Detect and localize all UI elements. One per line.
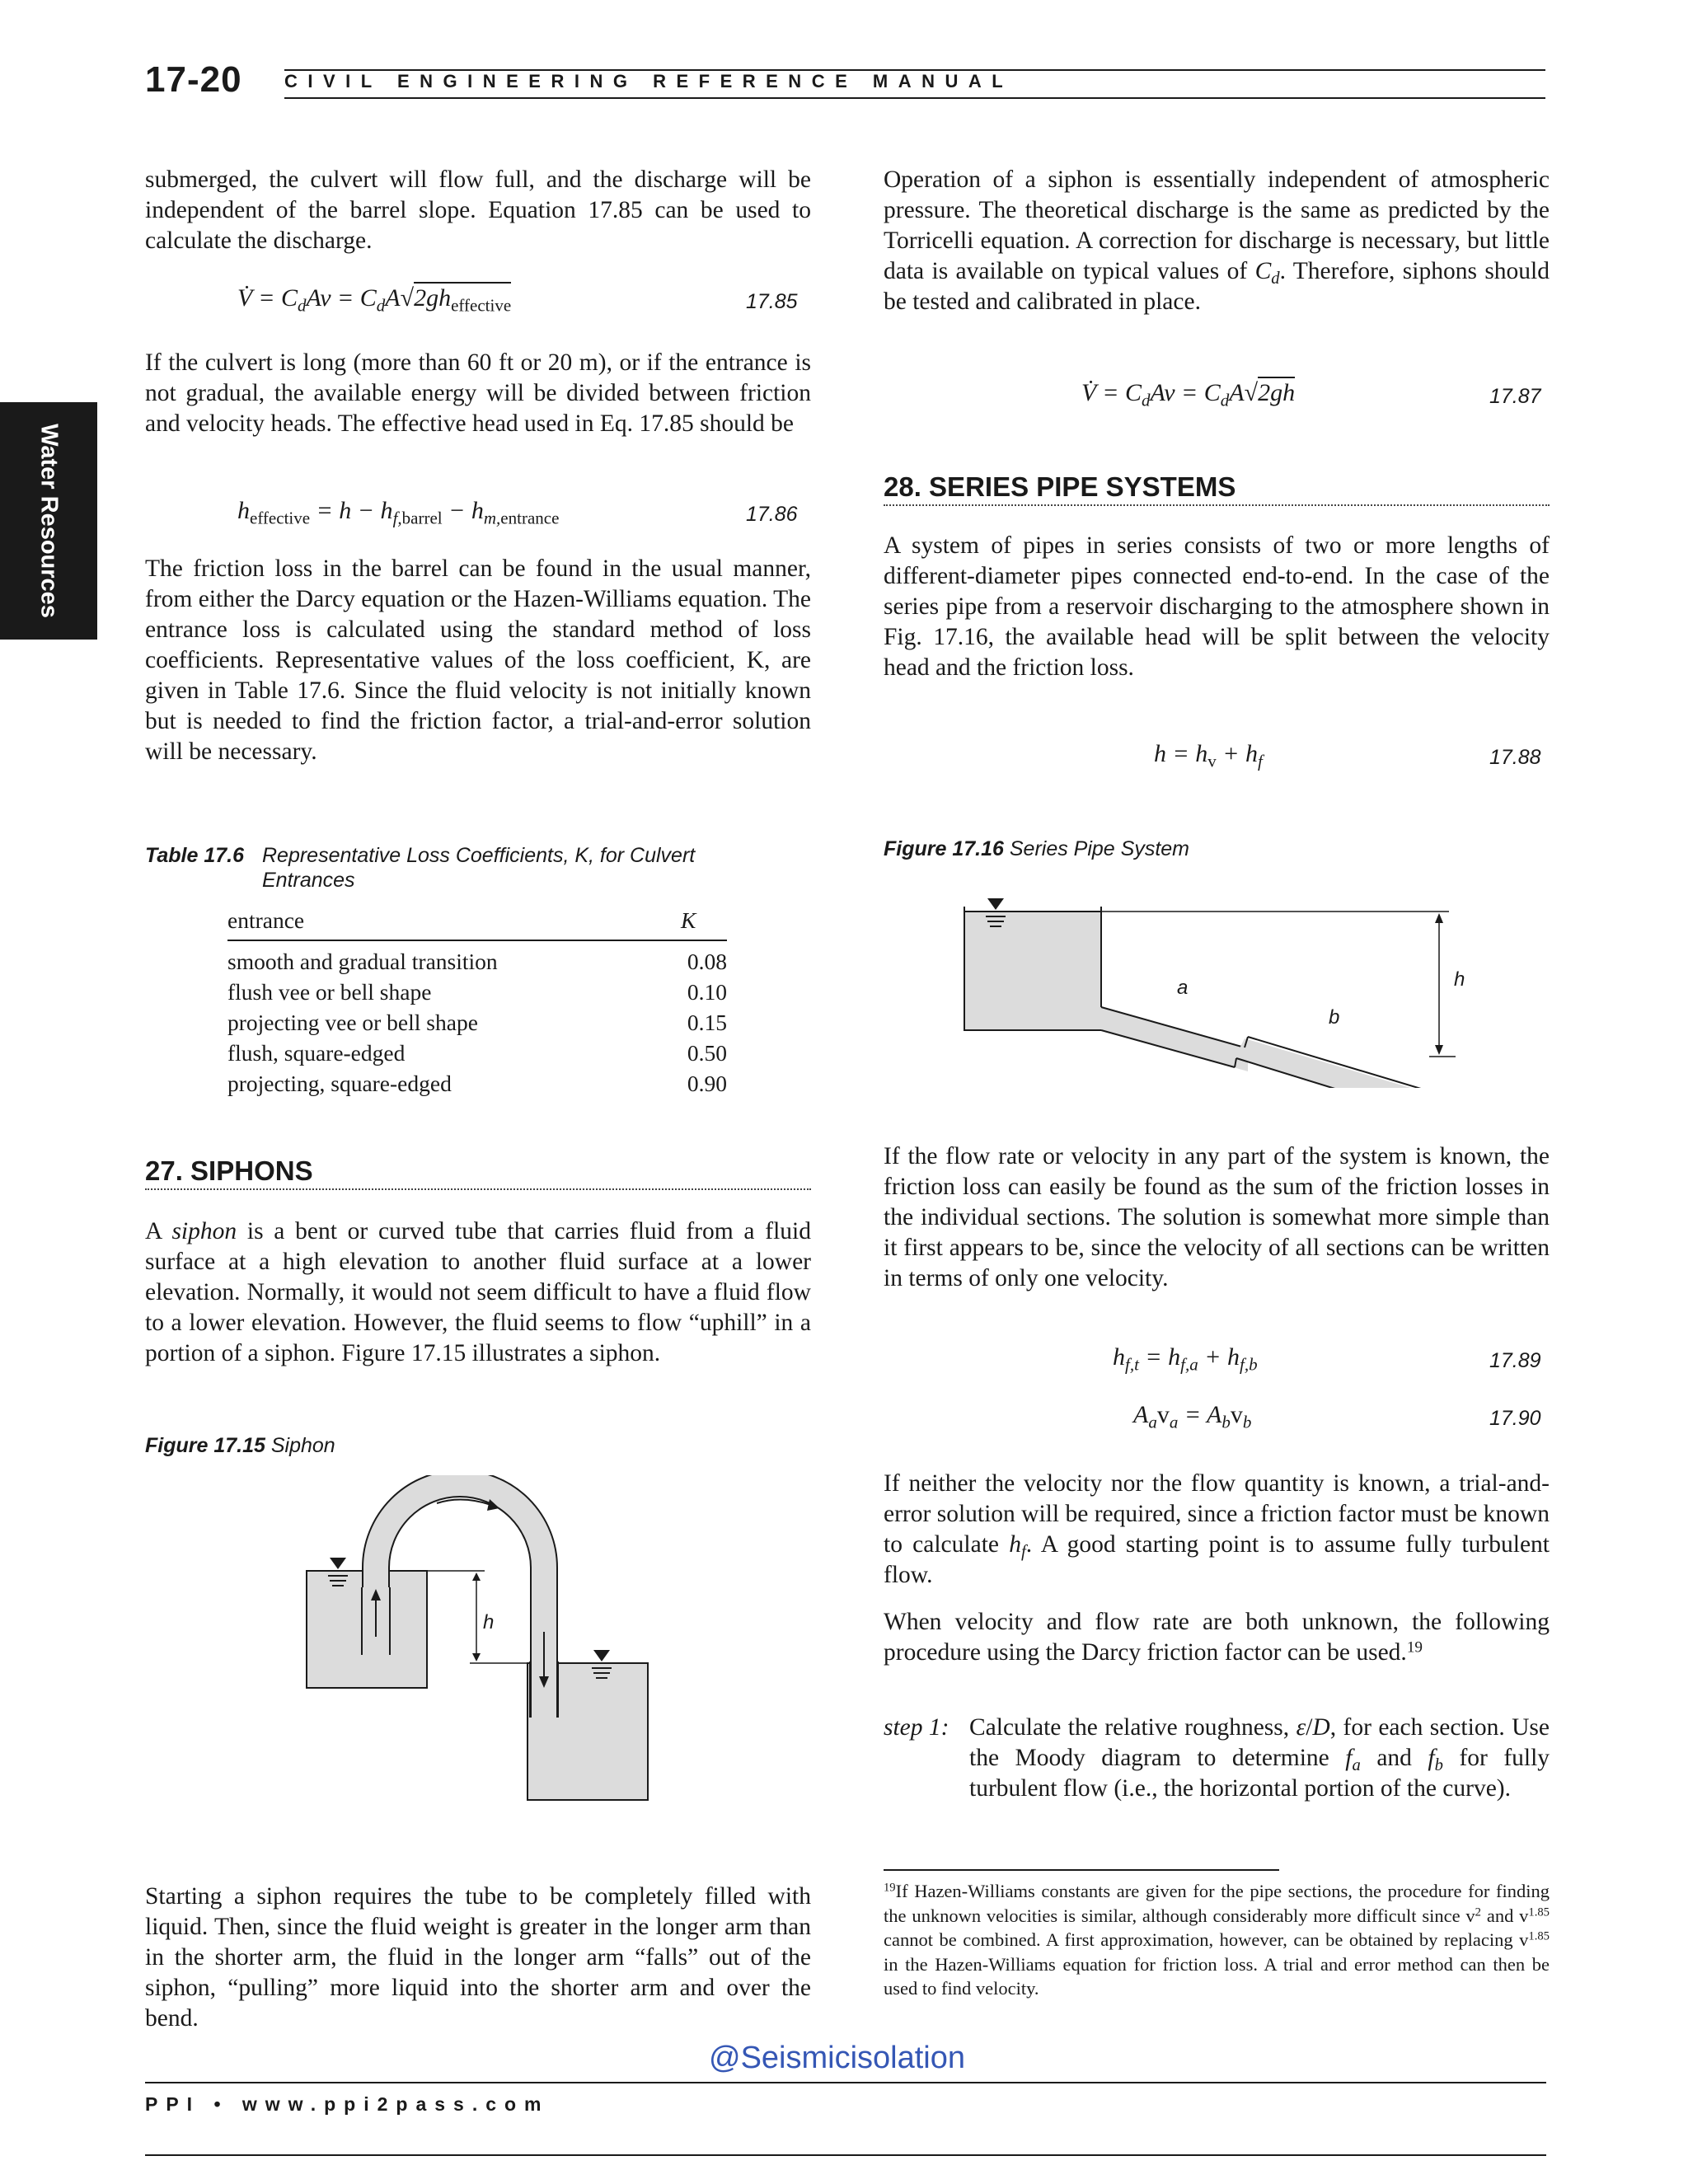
paragraph-siphon-definition: [145, 1216, 811, 1369]
table-row: [227, 1038, 727, 1068]
table-cell-entrance: projecting vee or bell shape: [227, 1010, 478, 1035]
table-cell-k: 0.15: [687, 1010, 727, 1035]
table-row: [227, 946, 727, 977]
paragraph-text: If neither the velocity nor the flow quantity is known, a trial-and-error solution will be required, since a friction factor must be known to calculate: [884, 1470, 1550, 1558]
paragraph-siphon-operation: Operation of a siphon is essentially independent of atmospheric pressure. The theoretical discharge is the same as predicted by the Torricelli equation. A correction for discharge is necessary, but little data is available on typical values of $C_d$. Therefore, siphons should be tested and calibrated in place.: [884, 166, 1550, 315]
figure-caption-series-pipe: [884, 837, 1189, 861]
table-cell-k: 0.90: [687, 1071, 727, 1096]
pipe-a-label: a: [1177, 977, 1189, 999]
footnote-number: 19: [884, 1881, 896, 1895]
equation-17-90: $A_av_a = A_bv_b$: [1133, 1401, 1252, 1432]
paragraph-culvert-submerged: submerged, the culvert will flow full, and the discharge will be independent of the barrel slope. Equation 17.85 can be used to calculate the discharge.: [145, 166, 811, 254]
footnote-reference[interactable]: 19: [1406, 1638, 1423, 1657]
water-surface-triangle-icon: [593, 1650, 610, 1661]
table-header-rule: [227, 940, 727, 941]
step-1-label: step 1:: [884, 1714, 950, 1741]
table-cell-entrance: projecting, square-edged: [227, 1071, 452, 1096]
table-cell-entrance: smooth and gradual transition: [227, 949, 498, 974]
paragraph-starting-siphon: Starting a siphon requires the tube to be completely filled with liquid. Then, since the fluid weight is greater in the longer arm than in the shorter arm, the fluid in the longer arm “falls” out of the siphon, “pulling” more liquid into the shorter arm and over the bend.: [145, 1883, 811, 2032]
paragraph-text: is a bent or curved tube that carries fluid from a fluid surface at a high elevation to another fluid surface at a lower elevation. Normally, it would not seem difficult to have a fluid flow to a lower elevation. However, the fluid seems to flow “uphill” in a portion of a siphon. Figure 17.15 illustrates a siphon.: [145, 1218, 811, 1366]
paragraph-text: . A good starting point is to assume fully turbulent flow.: [884, 1531, 1550, 1588]
paragraph-procedure: [884, 1607, 1550, 1668]
running-title: CIVIL ENGINEERING REFERENCE MANUAL: [284, 71, 1014, 91]
section-side-tab[interactable]: [0, 402, 97, 640]
footer-publisher-link[interactable]: PPI • www.ppi2pass.com: [145, 2093, 550, 2115]
equation-17-88: $h = h_v + h_f$: [1154, 740, 1263, 771]
equation-17-87: V̇ = $C_dAv = C_dA√2gh$: [1081, 379, 1295, 407]
watermark: @Seismicisolation: [709, 2041, 966, 2075]
footer-rule-top: [145, 2082, 1546, 2083]
table-caption-title-line1: Representative Loss Coefficients, K, for Culvert: [262, 844, 696, 867]
table-caption-label: [145, 844, 244, 868]
water-surface-triangle-icon: [987, 898, 1004, 910]
figure-series-pipe-system: [956, 882, 1484, 1088]
paragraph-text: Calculate the relative roughness,: [969, 1714, 1290, 1741]
table-body: [227, 946, 727, 1099]
pipe-a: [1101, 1007, 1248, 1071]
equation-number-17-89: 17.89: [1489, 1349, 1541, 1372]
h-label: h: [483, 1611, 495, 1633]
paragraph-text: , for each section. Use the Moody diagram to determine: [969, 1714, 1550, 1771]
figure-label: Figure 17.15: [145, 1434, 265, 1457]
term-siphon: siphon: [171, 1218, 237, 1244]
figure-label: Figure 17.16: [884, 837, 1004, 860]
table-row: [227, 1068, 727, 1099]
equation-number-17-90: 17.90: [1489, 1407, 1541, 1430]
paragraph-neither-known: If neither the velocity nor the flow quantity is known, a trial-and-error solution will be required, since a friction factor must be known to calculate $h_f$. A good starting point is to assume fully turbulent flow.: [884, 1470, 1550, 1588]
figure-title: Series Pipe System: [1009, 837, 1189, 860]
figure-caption-siphon: [145, 1434, 335, 1458]
section-heading-siphons: 27. SIPHONS: [145, 1155, 313, 1186]
equation-17-89: $h_{f,t} = h_{f,a} + h_{f,b}$: [1113, 1343, 1258, 1375]
section-rule-series-pipe: [884, 504, 1550, 506]
table-cell-entrance: flush, square-edged: [227, 1040, 406, 1066]
figure-title: Siphon: [270, 1434, 335, 1457]
paragraph-flow-rate-known: If the flow rate or velocity in any part of the system is known, the friction loss can easily be found as the sum of the friction losses in the individual sections. The solution is somewhat more simple than it first appears to be, since the velocity of all sections can be written in terms of only one velocity.: [884, 1143, 1550, 1291]
step-1-text: Calculate the relative roughness, ε/D, for each section. Use the Moody diagram to determine $f_a$ and $f_b$ for fully turbulent flow (i.e., the horizontal portion of the curve).: [969, 1714, 1550, 1802]
paragraph-text: for fully turbulent flow (i.e., the horizontal portion of the curve).: [969, 1745, 1550, 1802]
page-number: 17-20: [145, 59, 242, 100]
paragraph-text: A: [145, 1218, 162, 1244]
table-header-entrance: entrance: [227, 907, 305, 933]
footnote-rule: [884, 1869, 1279, 1871]
footnote-19: $^{19}$If Hazen-Williams constants are given for the pipe sections, the procedure for finding the unknown velocities is similar, although considerably more difficult since $v^2$ and $v^{1.85}$ cannot be combined. A first approximation, however, can be obtained by replacing $v^{1.85}$ in the Hazen-Williams equation for friction loss. A trial and error method can then be used to find velocity.: [884, 1881, 1550, 1999]
water-surface-triangle-icon: [330, 1558, 346, 1569]
figure-siphon: [297, 1475, 659, 1805]
equation-number-17-87: 17.87: [1489, 385, 1541, 408]
footnote-text: and v: [1486, 1905, 1529, 1926]
table-header-k: K: [681, 907, 696, 933]
equation-17-85: V̇ = $C_dAv = C_dA√2gh_{effective}$: [237, 284, 511, 312]
reservoir: [964, 912, 1101, 1030]
paragraph-text: . Therefore, siphons should be tested and calibrated in place.: [884, 258, 1550, 315]
paragraph-text: Operation of a siphon is essentially independent of atmospheric pressure. The theoretical discharge is the same as predicted by the Torricelli equation. A correction for discharge is necessary, but little data is available on typical values of: [884, 166, 1550, 284]
footnote-text: cannot be combined. A first approximation, however, can be obtained by replacing v: [884, 1929, 1529, 1950]
table-cell-k: 0.50: [687, 1040, 727, 1066]
equation-number-17-88: 17.88: [1489, 746, 1541, 769]
table-cell-k: 0.08: [687, 949, 727, 974]
footnote-text: in the Hazen-Williams equation for friction loss. A trial and error method can then be used to find velocity.: [884, 1953, 1550, 1999]
table-cell-entrance: flush vee or bell shape: [227, 979, 432, 1005]
side-tab-label: Water Resources: [35, 424, 63, 618]
table-cell-k: 0.10: [687, 979, 727, 1005]
equation-number-17-85: 17.85: [746, 290, 798, 313]
paragraph-friction-loss: The friction loss in the barrel can be found in the usual manner, from either the Darcy equation or the Hazen-Williams equation. The entrance loss is calculated using the standard method of loss coefficients. Representative values of the loss coefficient, K, are given in Table 17.6. Since the fluid velocity is not initially known but is needed to find the friction factor, a trial-and-error solution will be necessary.: [145, 555, 811, 765]
equation-number-17-86: 17.86: [746, 503, 798, 526]
table-label: Table 17.6: [145, 844, 244, 867]
table-caption-title-line2: Entrances: [262, 869, 355, 892]
header-rule-bottom: [284, 97, 1545, 99]
paragraph-series-pipes: A system of pipes in series consists of two or more lengths of different-diameter pipes connected end-to-end. In the case of the series pipe from a reservoir discharging to the atmosphere shown in Fig. 17.16, the available head will be split between the velocity head and the friction loss.: [884, 532, 1550, 681]
pipe-b-label: b: [1329, 1006, 1340, 1029]
paragraph-text: and: [1376, 1745, 1412, 1771]
footer-rule-bottom: [145, 2154, 1546, 2156]
pipe-b: [1235, 1038, 1444, 1088]
footnote-text: If Hazen-Williams constants are given for the pipe sections, the procedure for finding the unknown velocities is similar, although considerably more difficult since v: [884, 1881, 1550, 1926]
section-heading-series-pipe: 28. SERIES PIPE SYSTEMS: [884, 471, 1236, 502]
paragraph-text: When velocity and flow rate are both unknown, the following procedure using the Darcy friction factor can be used.: [884, 1609, 1550, 1666]
paragraph-long-culvert: If the culvert is long (more than 60 ft or 20 m), or if the entrance is not gradual, the available energy will be divided between friction and velocity heads. The effective head used in Eq. 17.85 should be: [145, 349, 811, 437]
table-row: [227, 977, 727, 1007]
table-row: [227, 1007, 727, 1038]
section-rule-siphons: [145, 1188, 811, 1190]
h-label: h: [1454, 968, 1465, 991]
equation-17-86: $h_{effective} = h - h_{f,barrel} - h_{m,entrance}$: [237, 497, 560, 528]
